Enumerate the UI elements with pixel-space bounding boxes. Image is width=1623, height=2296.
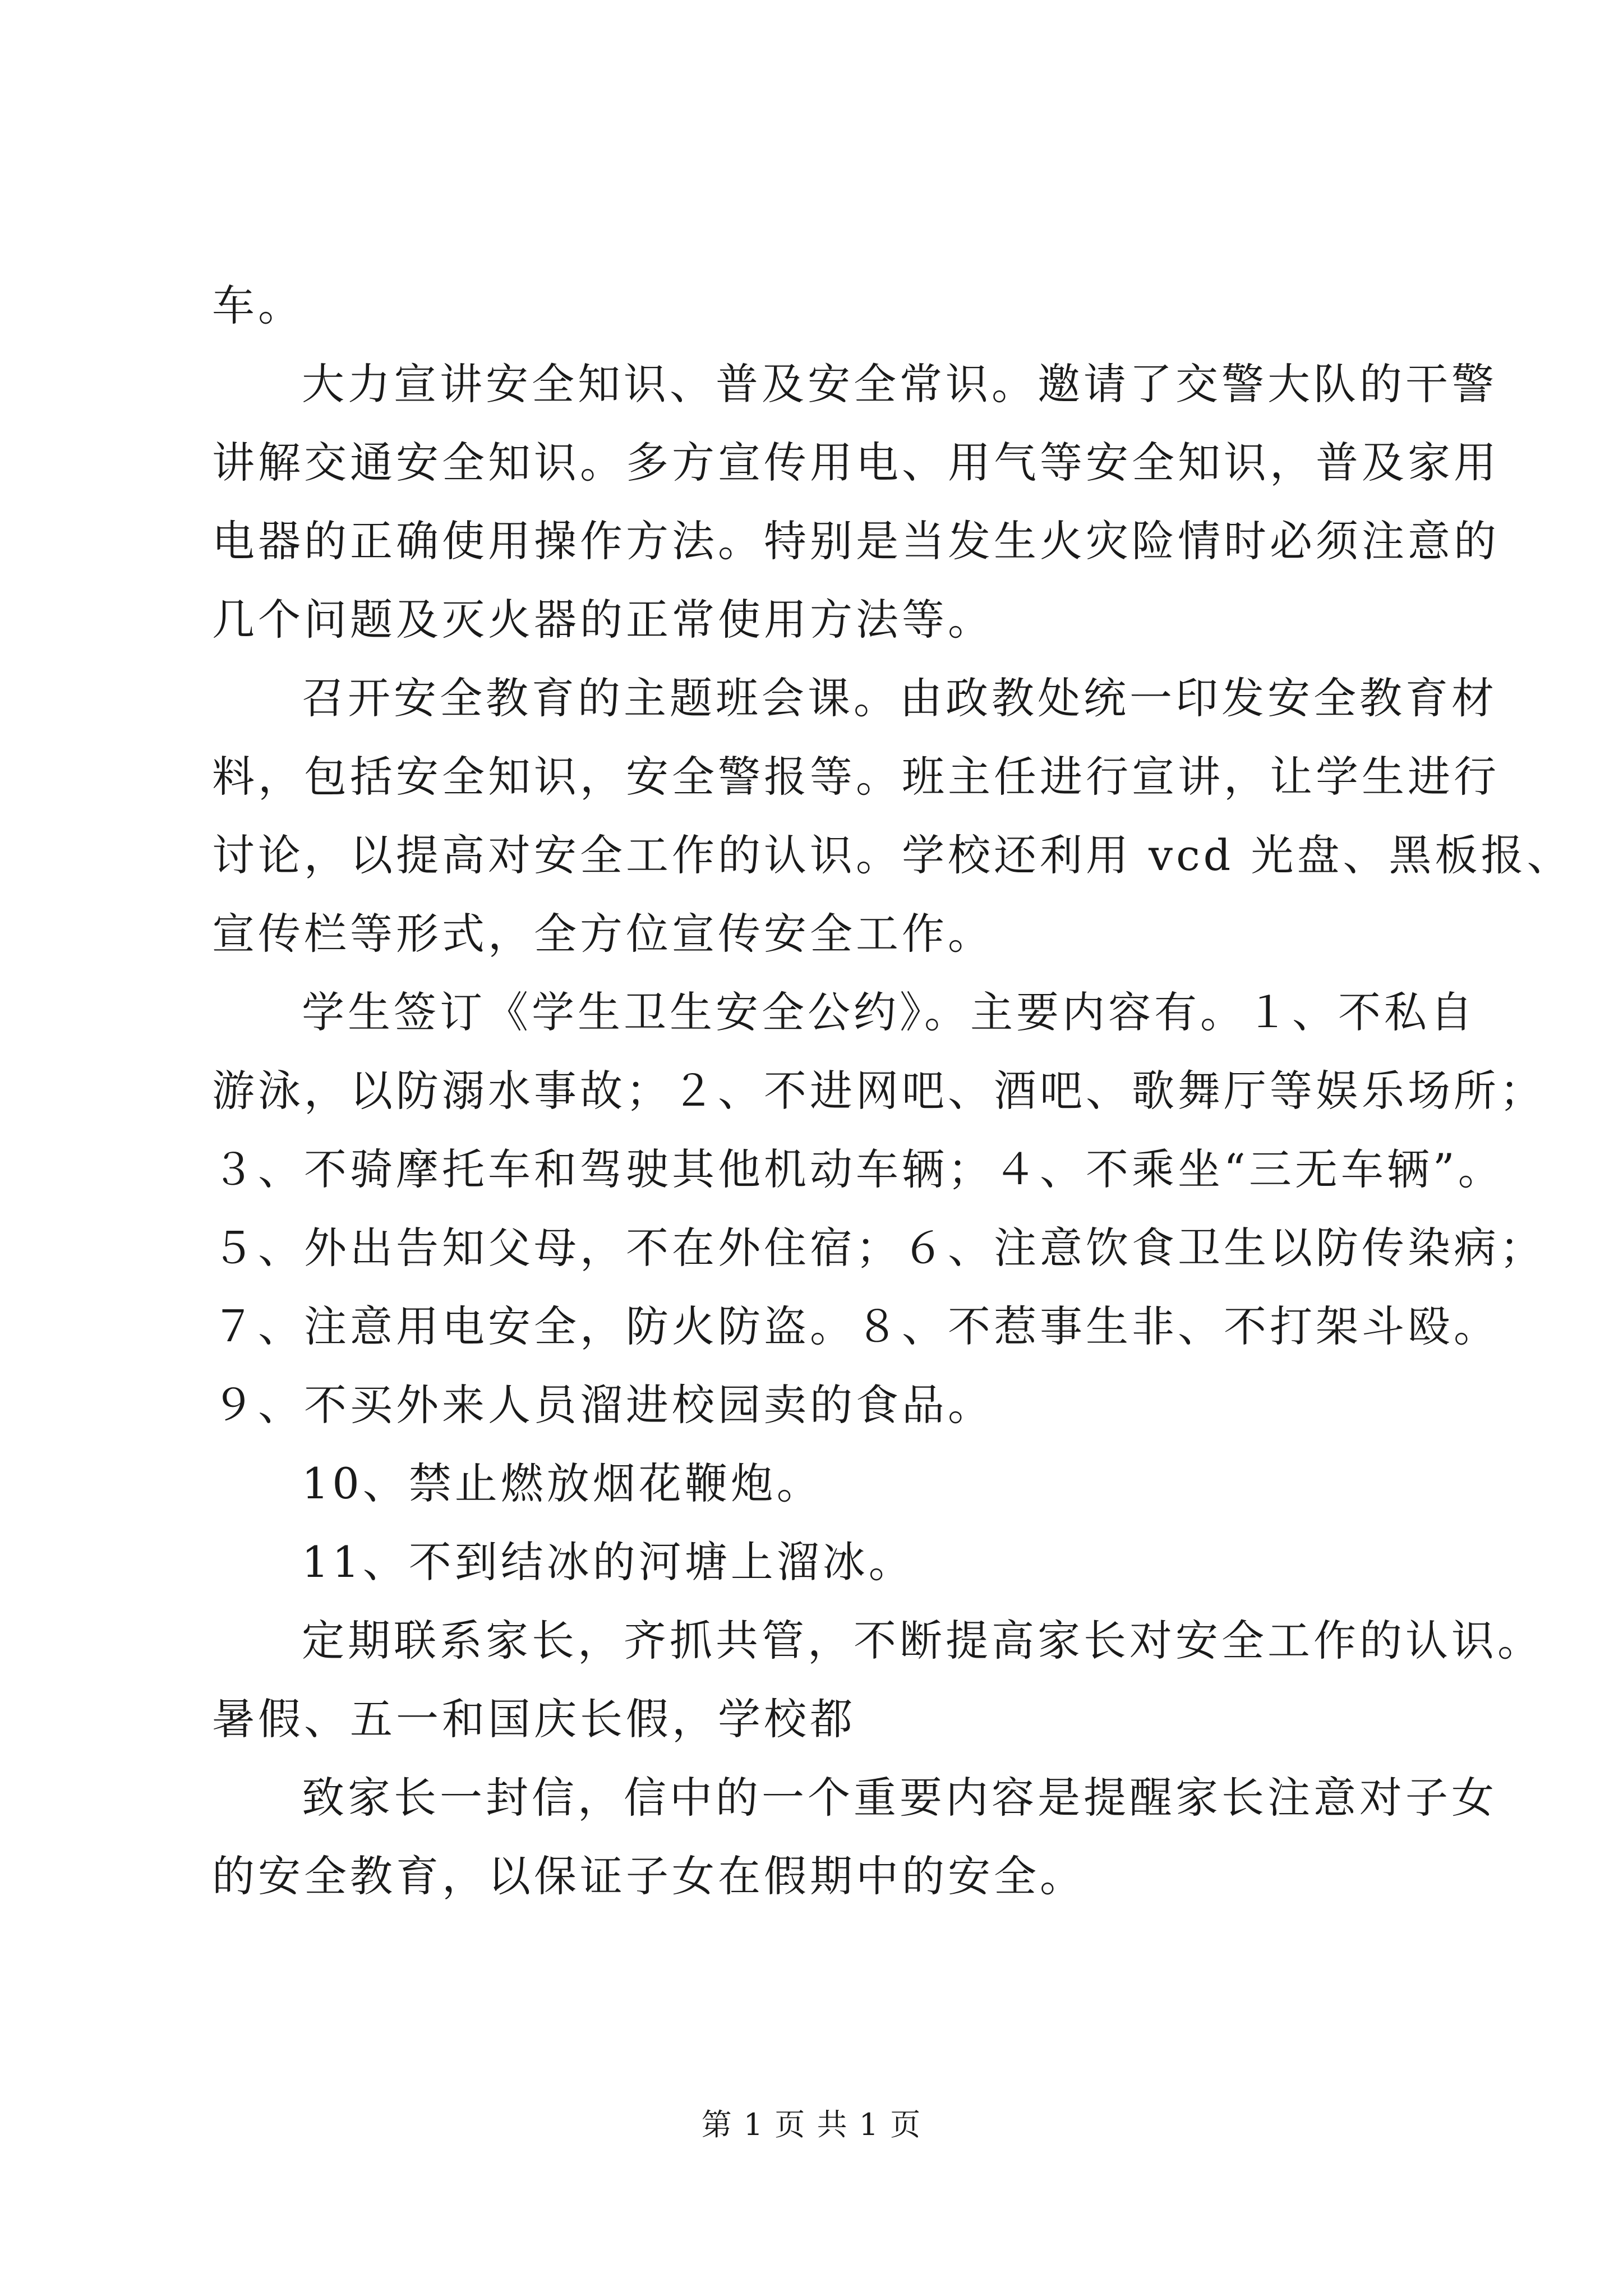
text-line: 10、禁止燃放烟花鞭炮。 — [302, 1458, 823, 1508]
text-line: ７、注意用电安全，防火防盗。８、不惹事生非、不打架斗殴。 — [212, 1301, 1500, 1351]
text-line: 暑假、五一和国庆长假，学校都 — [212, 1694, 856, 1744]
text-line: 致家长一封信，信中的一个重要内容是提醒家长注意对子女 — [302, 1773, 1497, 1823]
text-line: 游泳，以防溺水事故；２、不进网吧、酒吧、歌舞厅等娱乐场所； — [212, 1066, 1546, 1116]
text-line: 11、不到结冰的河塘上溜冰。 — [302, 1537, 915, 1587]
text-line: 的安全教育，以保证子女在假期中的安全。 — [212, 1851, 1086, 1901]
text-line: 几个问题及灭火器的正常使用方法等。 — [212, 595, 994, 645]
text-line: ５、外出告知父母，不在外住宿；６、注意饮食卫生以防传染病； — [212, 1223, 1546, 1273]
page-number-footer: 第 1 页 共 1 页 — [701, 2107, 922, 2142]
text-line: ３、不骑摩托车和驾驶其他机动车辆；４、不乘坐“三无车辆”。 — [212, 1144, 1504, 1194]
text-line: 讲解交通安全知识。多方宣传用电、用气等安全知识，普及家用 — [212, 438, 1500, 487]
text-line: 定期联系家长，齐抓共管，不断提高家长对安全工作的认识。 — [302, 1616, 1543, 1665]
text-line: 宣传栏等形式，全方位宣传安全工作。 — [212, 909, 994, 959]
text-line: 讨论，以提高对安全工作的认识。学校还利用 vcd 光盘、黑板报、 — [212, 830, 1573, 880]
document-body — [212, 266, 1573, 1916]
text-line: 召开安全教育的主题班会课。由政教处统一印发安全教育材 — [302, 673, 1497, 723]
text-line: 车。 — [212, 280, 304, 330]
text-line: 料，包括安全知识，安全警报等。班主任进行宣讲，让学生进行 — [212, 752, 1500, 802]
text-line: ９、不买外来人员溜进校园卖的食品。 — [212, 1380, 994, 1430]
text-line: 学生签订《学生卫生安全公约》。主要内容有。１、不私自 — [302, 987, 1476, 1037]
text-line: 电器的正确使用操作方法。特别是当发生火灾险情时必须注意的 — [212, 516, 1500, 566]
text-line: 大力宣讲安全知识、普及安全常识。邀请了交警大队的干警 — [302, 359, 1497, 409]
